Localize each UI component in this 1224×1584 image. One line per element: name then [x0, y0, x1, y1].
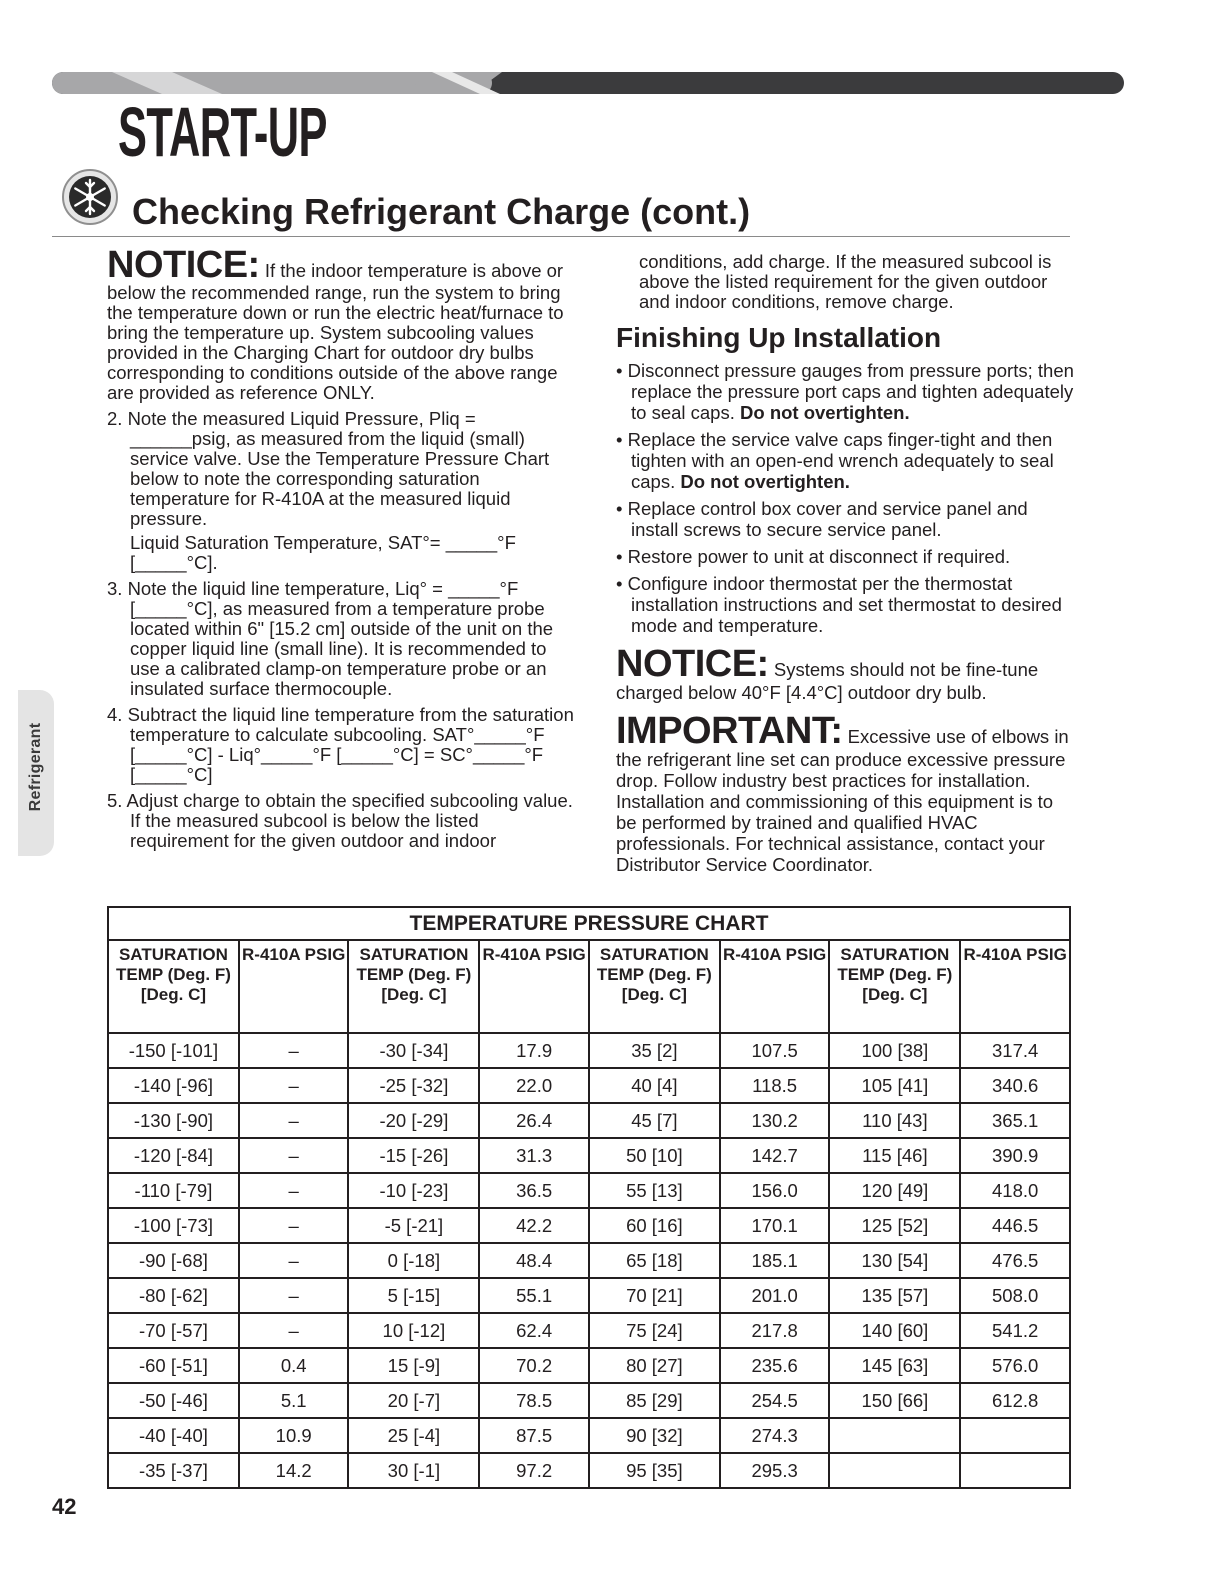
saturation-temp-cell: -80 [-62] — [108, 1278, 239, 1313]
saturation-temp-cell: -130 [-90] — [108, 1103, 239, 1138]
chart-row — [108, 1068, 1070, 1103]
chart-row — [108, 1173, 1070, 1208]
saturation-temp-cell — [829, 1453, 960, 1488]
saturation-temp-cell: 110 [43] — [829, 1103, 960, 1138]
psig-cell: 70.2 — [479, 1348, 589, 1383]
notice-2-paragraph — [616, 643, 1076, 703]
chart-row — [108, 1243, 1070, 1278]
psig-cell: 55.1 — [479, 1278, 589, 1313]
psig-cell: 36.5 — [479, 1173, 589, 1208]
saturation-temp-cell: 100 [38] — [829, 1033, 960, 1068]
psig-cell: 390.9 — [960, 1138, 1070, 1173]
psig-cell: 476.5 — [960, 1243, 1070, 1278]
chart-row — [108, 1278, 1070, 1313]
psig-cell: 185.1 — [720, 1243, 830, 1278]
saturation-temp-cell: -100 [-73] — [108, 1208, 239, 1243]
saturation-temp-cell: 60 [16] — [589, 1208, 720, 1243]
snowflake-icon — [61, 168, 119, 226]
chart-column-header: SATURATION TEMP (Deg. F) [Deg. C] — [829, 940, 960, 1033]
saturation-temp-cell: 145 [63] — [829, 1348, 960, 1383]
notice-paragraph — [107, 244, 577, 403]
saturation-temp-cell: 85 [29] — [589, 1383, 720, 1418]
saturation-temp-cell: 25 [-4] — [348, 1418, 479, 1453]
saturation-temp-cell: 125 [52] — [829, 1208, 960, 1243]
psig-cell: – — [239, 1173, 349, 1208]
psig-cell — [960, 1453, 1070, 1488]
psig-cell: 446.5 — [960, 1208, 1070, 1243]
saturation-temp-cell: 35 [2] — [589, 1033, 720, 1068]
psig-cell: 26.4 — [479, 1103, 589, 1138]
side-tab — [18, 690, 54, 856]
psig-cell: 295.3 — [720, 1453, 830, 1488]
notice-label: NOTICE: — [107, 244, 260, 286]
saturation-temp-cell: 115 [46] — [829, 1138, 960, 1173]
bullet-item: • Restore power to unit at disconnect if required. — [616, 546, 1011, 567]
psig-cell: 107.5 — [720, 1033, 830, 1068]
psig-cell: 508.0 — [960, 1278, 1070, 1313]
chart-column-header: SATURATION TEMP (Deg. F) [Deg. C] — [348, 940, 479, 1033]
step-2: 2. Note the measured Liquid Pressure, Pliq = ______psig, as measured from the liquid (small) service valve. Use the Temperature Pressure Chart below to note the corresponding saturation temperature for R-410A at the measured liquid pressure. — [107, 408, 550, 529]
saturation-temp-cell: 20 [-7] — [348, 1383, 479, 1418]
psig-cell: 541.2 — [960, 1313, 1070, 1348]
finishing-up-heading: Finishing Up Installation — [616, 322, 942, 353]
saturation-temp-cell: 120 [49] — [829, 1173, 960, 1208]
psig-cell: 201.0 — [720, 1278, 830, 1313]
notice-2-text: Systems should not be fine-tune charged below 40°F [4.4°C] outdoor dry bulb. — [616, 659, 1039, 703]
psig-cell: – — [239, 1243, 349, 1278]
chart-column-header: R-410A PSIG — [720, 940, 830, 1033]
psig-cell: 418.0 — [960, 1173, 1070, 1208]
saturation-temp-cell — [829, 1418, 960, 1453]
section-title: Checking Refrigerant Charge (cont.) — [132, 191, 751, 232]
saturation-temp-cell: 10 [-12] — [348, 1313, 479, 1348]
step-4: 4. Subtract the liquid line temperature from the saturation temperature to calculate subcooling. SAT°_____°F [_____°C] - Liq°_____°F [_____°C] = SC°_____°F [_____°C] — [107, 704, 574, 785]
saturation-temp-cell: -15 [-26] — [348, 1138, 479, 1173]
chart-row — [108, 1453, 1070, 1488]
psig-cell: 274.3 — [720, 1418, 830, 1453]
psig-cell: 0.4 — [239, 1348, 349, 1383]
saturation-temp-cell: -30 [-34] — [348, 1033, 479, 1068]
saturation-temp-cell: -90 [-68] — [108, 1243, 239, 1278]
header-swoosh-bar — [52, 72, 1124, 94]
saturation-temp-cell: 15 [-9] — [348, 1348, 479, 1383]
important-label: IMPORTANT: — [616, 710, 843, 752]
saturation-temp-cell: -140 [-96] — [108, 1068, 239, 1103]
bullet-item: • Configure indoor thermostat per the thermostat installation instructions and set thermostat to desired mode and temperature. — [616, 573, 1062, 636]
chart-body — [108, 1033, 1070, 1488]
psig-cell: 48.4 — [479, 1243, 589, 1278]
bullet-item: • Replace control box cover and service panel and install screws to secure service panel. — [616, 498, 1028, 540]
psig-cell: 576.0 — [960, 1348, 1070, 1383]
saturation-temp-cell: 30 [-1] — [348, 1453, 479, 1488]
psig-cell: 62.4 — [479, 1313, 589, 1348]
psig-cell: – — [239, 1208, 349, 1243]
psig-cell: – — [239, 1278, 349, 1313]
psig-cell: 78.5 — [479, 1383, 589, 1418]
psig-cell: 42.2 — [479, 1208, 589, 1243]
left-column — [107, 244, 577, 851]
psig-cell: 87.5 — [479, 1418, 589, 1453]
chart-row — [108, 1208, 1070, 1243]
psig-cell: 235.6 — [720, 1348, 830, 1383]
saturation-temp-cell: 50 [10] — [589, 1138, 720, 1173]
psig-cell: 365.1 — [960, 1103, 1070, 1138]
saturation-temp-cell: -25 [-32] — [348, 1068, 479, 1103]
chart-column-header: SATURATION TEMP (Deg. F) [Deg. C] — [589, 940, 720, 1033]
section-divider — [52, 236, 1070, 237]
psig-cell — [960, 1418, 1070, 1453]
saturation-temp-cell: 45 [7] — [589, 1103, 720, 1138]
psig-cell: 254.5 — [720, 1383, 830, 1418]
chart-column-header: R-410A PSIG — [479, 940, 589, 1033]
saturation-temp-cell: 5 [-15] — [348, 1278, 479, 1313]
chart-column-header: SATURATION TEMP (Deg. F) [Deg. C] — [108, 940, 239, 1033]
saturation-temp-cell: -70 [-57] — [108, 1313, 239, 1348]
saturation-temp-cell: 140 [60] — [829, 1313, 960, 1348]
psig-cell: – — [239, 1138, 349, 1173]
notice-2-label: NOTICE: — [616, 643, 769, 685]
step-5: 5. Adjust charge to obtain the specified subcooling value. If the measured subcool is below the listed requirement for the given outdoor and indoor — [107, 790, 573, 851]
psig-cell: 340.6 — [960, 1068, 1070, 1103]
chart-row — [108, 1418, 1070, 1453]
psig-cell: 612.8 — [960, 1383, 1070, 1418]
chart-row — [108, 1348, 1070, 1383]
saturation-temp-cell: 95 [35] — [589, 1453, 720, 1488]
psig-cell: 317.4 — [960, 1033, 1070, 1068]
step-3: 3. Note the liquid line temperature, Liq° = _____°F [_____°C], as measured from a temperature probe located within 6" [15.2 cm] outside of the unit on the copper liquid line (small line). It is recommended to use a calibrated clamp-on temperature probe or an insulated surface thermocouple. — [107, 578, 554, 699]
saturation-temp-cell: -120 [-84] — [108, 1138, 239, 1173]
psig-cell: 17.9 — [479, 1033, 589, 1068]
saturation-temp-cell: -50 [-46] — [108, 1383, 239, 1418]
psig-cell: 10.9 — [239, 1418, 349, 1453]
right-column — [616, 252, 1076, 875]
notice-first-line: If the indoor temperature is — [264, 260, 486, 281]
saturation-temp-cell: 105 [41] — [829, 1068, 960, 1103]
saturation-temp-cell: 0 [-18] — [348, 1243, 479, 1278]
page-number: 42 — [52, 1494, 77, 1519]
chart-row — [108, 1138, 1070, 1173]
psig-cell: 5.1 — [239, 1383, 349, 1418]
step-5-continued: conditions, add charge. If the measured subcool is above the listed requirement for the given outdoor and indoor conditions, remove charge. — [639, 251, 1052, 312]
saturation-temp-cell: 40 [4] — [589, 1068, 720, 1103]
bullet-item: • Disconnect pressure gauges from pressure ports; then replace the pressure port caps and tighten adequately to seal caps. Do not overtighten. — [616, 360, 1074, 423]
step-2-saturation: Liquid Saturation Temperature, SAT°= _____°F [_____°C]. — [130, 532, 516, 573]
important-text: Excessive use of elbows in the refrigerant line set can produce excessive pressure drop. Follow industry best practices for installation. Installation and commissioning of this equipment is to be performed by trained and qualified HVAC professionals. For technical assistance, contact your Distributor Service Coordinator. — [616, 726, 1069, 875]
temperature-pressure-chart — [107, 906, 1071, 1489]
psig-cell: 14.2 — [239, 1453, 349, 1488]
side-tab-label: Refrigerant — [27, 722, 44, 812]
bullet-item: • Replace the service valve caps finger-tight and then tighten with an open-end wrench adequately to seal caps. Do not overtighten. — [616, 429, 1054, 492]
psig-cell: 142.7 — [720, 1138, 830, 1173]
saturation-temp-cell: 80 [27] — [589, 1348, 720, 1383]
chart-row — [108, 1383, 1070, 1418]
saturation-temp-cell: 135 [57] — [829, 1278, 960, 1313]
saturation-temp-cell: 55 [13] — [589, 1173, 720, 1208]
saturation-temp-cell: -150 [-101] — [108, 1033, 239, 1068]
chart-row — [108, 1313, 1070, 1348]
saturation-temp-cell: -60 [-51] — [108, 1348, 239, 1383]
psig-cell: – — [239, 1033, 349, 1068]
saturation-temp-cell: -5 [-21] — [348, 1208, 479, 1243]
chart-title: TEMPERATURE PRESSURE CHART — [108, 907, 1070, 940]
chart-column-header: R-410A PSIG — [239, 940, 349, 1033]
saturation-temp-cell: 90 [32] — [589, 1418, 720, 1453]
psig-cell: – — [239, 1103, 349, 1138]
psig-cell: 118.5 — [720, 1068, 830, 1103]
saturation-temp-cell: -20 [-29] — [348, 1103, 479, 1138]
chart-column-header: R-410A PSIG — [960, 940, 1070, 1033]
chart-row — [108, 1103, 1070, 1138]
psig-cell: 156.0 — [720, 1173, 830, 1208]
saturation-temp-cell: 75 [24] — [589, 1313, 720, 1348]
page-title: START-UP — [118, 93, 327, 171]
psig-cell: 217.8 — [720, 1313, 830, 1348]
chart-header-row — [108, 940, 1070, 1033]
psig-cell: 97.2 — [479, 1453, 589, 1488]
saturation-temp-cell: -10 [-23] — [348, 1173, 479, 1208]
saturation-temp-cell: 65 [18] — [589, 1243, 720, 1278]
saturation-temp-cell: -110 [-79] — [108, 1173, 239, 1208]
psig-cell: 31.3 — [479, 1138, 589, 1173]
psig-cell: 22.0 — [479, 1068, 589, 1103]
saturation-temp-cell: -40 [-40] — [108, 1418, 239, 1453]
psig-cell: 130.2 — [720, 1103, 830, 1138]
saturation-temp-cell: 130 [54] — [829, 1243, 960, 1278]
chart-row — [108, 1033, 1070, 1068]
psig-cell: – — [239, 1068, 349, 1103]
saturation-temp-cell: 150 [66] — [829, 1383, 960, 1418]
saturation-temp-cell: -35 [-37] — [108, 1453, 239, 1488]
saturation-temp-cell: 70 [21] — [589, 1278, 720, 1313]
psig-cell: 170.1 — [720, 1208, 830, 1243]
notice-body: above or below the recommended range, run the system to bring the temperature down or run the electric heat/furnace to bring the temperature up. System subcooling values provided in the Charging Chart for outdoor dry bulbs corresponding to conditions outside of the above range are provided as reference ONLY. — [107, 260, 564, 403]
psig-cell: – — [239, 1313, 349, 1348]
important-paragraph — [616, 710, 1076, 875]
